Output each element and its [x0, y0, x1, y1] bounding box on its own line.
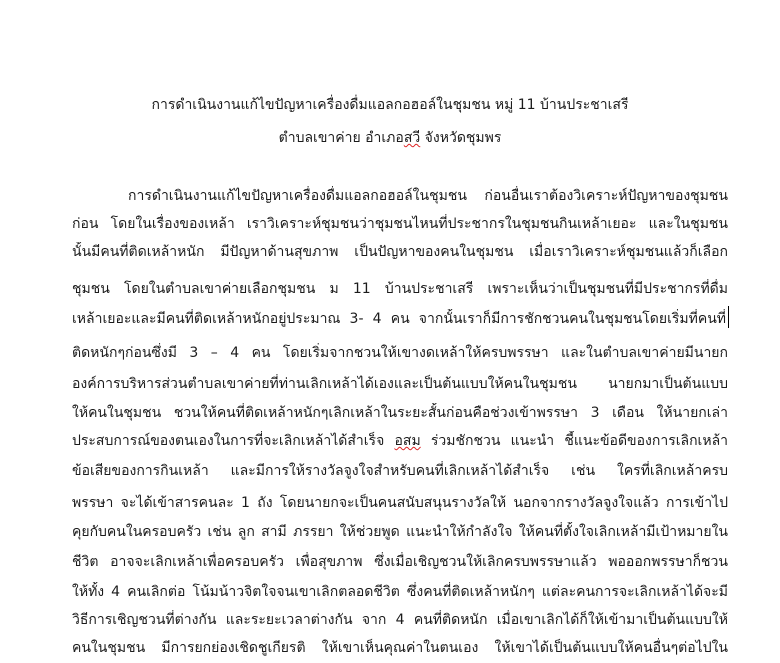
paragraph-line: ติดหนักๆก่อนซึ่งมี 3 – 4 คน โดยเริ่มจากชวนให้เขางดเหล้าให้ครบพรรษา และในตำบลเขาค่ายมีนายก: [72, 345, 728, 361]
paragraph-line: ชีวิต อาจจะเลิกเหล้าเพื่อครอบครัว เพื่อสุขภาพ ซึ่งเมื่อเชิญชวนให้เลิกครบพรรษาแล้ว พอออกพรรษาก็ชวน: [72, 554, 728, 570]
misspelled-word[interactable]: อสม: [394, 433, 421, 449]
paragraph-line: ข้อเสียของการกินเหล้า และมีการให้รางวัลจูงใจสำหรับคนที่เลิกเหล้าได้สำเร็จ เช่น ใครที่เลิกเหล้าครบ: [72, 463, 728, 479]
document-title-line-1: การดำเนินงานแก้ไขปัญหาเครื่องดื่มแอลกอฮอล์ในชุมชน หมู่ 11 บ้านประชาเสรี: [151, 97, 629, 113]
document-title-line-2: [0, 128, 780, 148]
paragraph-line: พรรษา จะได้เข้าสารคนละ 1 ถัง โดยนายกจะเป็นคนสนับสนุนรางวัลให้ นอกจากรางวัลจูงใจแล้ว การเข้าไป: [72, 495, 728, 511]
paragraph-line: เหล้าเยอะและมีคนที่ติดเหล้าหนักอยู่ประมาณ 3- 4 คน จากนั้นเราก็มีการชักชวนคนในชุมชนโดยเริ่มที่คนที่: [72, 311, 726, 327]
title-line-2-part-1: ตำบลเขาค่าย อำเภอ: [278, 130, 404, 146]
paragraph-line: นั้นมีคนที่ติดเหล้าหนัก มีปัญหาด้านสุขภาพ เป็นปัญหาของคนในชุมชน เมื่อเราวิเคราะห์ชุมชนแล้วก็เลือก: [72, 244, 728, 260]
paragraph-line: องค์การบริหารส่วนตำบลเขาค่ายที่ท่านเลิกเหล้าได้เองและเป็นต้นแบบให้คนในชุมชน นายกมาเป็นต้นแบบ: [72, 376, 728, 392]
title-line-2-part-3: จังหวัดชุมพร: [420, 130, 502, 146]
line-segment: ร่วมชักชวน แนะนำ ชี้แนะข้อดีของการเลิกเหล้า: [420, 433, 728, 449]
paragraph-line: คนในชุมชน มีการยกย่องเชิดชูเกียรติ ให้เขาเห็นคุณค่าในตนเอง ให้เขาได้เป็นต้นแบบให้คนอื่นๆต่อไปใน: [72, 640, 728, 656]
line-segment: ประสบการณ์ของตนเองในการที่จะเลิกเหล้าได้สำเร็จ: [72, 433, 385, 449]
paragraph-line: ให้คนในชุมชน ชวนให้คนที่ติดเหล้าหนักๆเลิกเหล้าในระยะสั้นก่อนคือช่วงเข้าพรรษา 3 เดือน ให้นายกเล่า: [72, 405, 728, 421]
paragraph-line: คุยกับคนในครอบครัว เช่น ลูก สามี ภรรยา ให้ช่วยพูด แนะนำให้กำลังใจ ให้คนที่ตั้งใจเลิกเหล้ามีเป้าหมายใน: [72, 524, 728, 540]
misspelled-word[interactable]: สวี: [403, 130, 421, 146]
paragraph-line: [72, 431, 728, 451]
paragraph-line: วิธีการเชิญชวนที่ต่างกัน และระยะเวลาต่างกัน จาก 4 คนที่ติดหนัก เมื่อเขาเลิกได้ก็ให้เข้ามาเป็นต้นแบบให้: [72, 612, 728, 628]
paragraph-line: การดำเนินงานแก้ไขปัญหาเครื่องดื่มแอลกอฮอล์ในชุมชน ก่อนอื่นเราต้องวิเคราะห์ปัญหาของชุมชน: [128, 188, 728, 204]
text-cursor: [728, 306, 729, 328]
paragraph-line: ก่อน โดยในเรื่องของเหล้า เราวิเคราะห์ชุมชนว่าชุมชนไหนที่ประชากรในชุมชนกินเหล้าเยอะ และในชุมชน: [72, 216, 728, 232]
paragraph-line: ชุมชน โดยในตำบลเขาค่ายเลือกชุมชน ม 11 บ้านประชาเสรี เพราะเห็นว่าเป็นชุมชนที่มีประชากรที่ดื่ม: [72, 281, 728, 297]
paragraph-line: ให้ทั้ง 4 คนเลิกต่อ โน้มน้าวจิตใจจนเขาเลิกตลอดชีวิต ซึ่งคนที่ติดเหล้าหนักๆ แต่ละคนการจะเลิกเหล้าได้จะมี: [72, 584, 728, 600]
